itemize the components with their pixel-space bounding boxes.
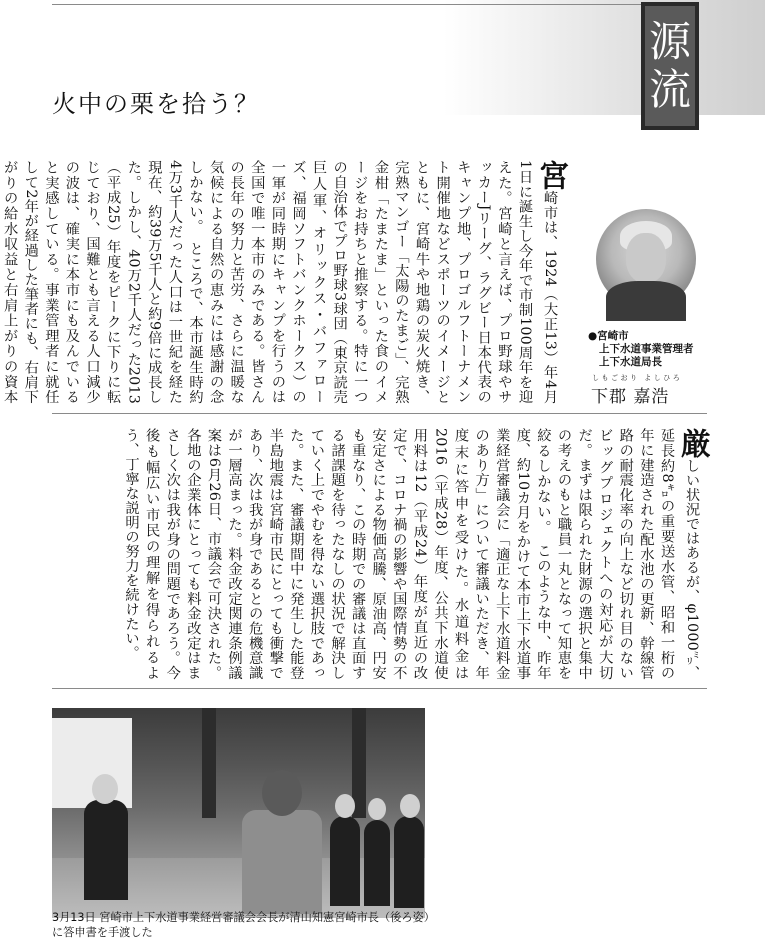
photo-caption: 3月13日 宮崎市上下水道事業経営審議会会長が清山知憲宮崎市長（後ろ姿）に答申書を手渡した	[52, 911, 430, 939]
author-name-ruby: しもごおり よしひろ	[592, 374, 683, 382]
article-body-part1	[2, 160, 568, 405]
author-portrait	[596, 209, 696, 309]
author-title-1: 上下水道事業管理者	[599, 343, 694, 355]
author-affiliation: ●宮崎市	[588, 330, 629, 342]
dropcap-2: 厳	[675, 428, 710, 459]
author-profile	[588, 330, 708, 407]
article-body-part2	[52, 428, 710, 680]
ceremony-photo	[52, 708, 425, 912]
article-text-2: しい状況ではあるが、φ1000㍉、延長約8㌔の重要送水管、昭和一桁の年に建造された配水池の更新、幹線管路の耐震化率の向上など切れ目のないビッグプロジェクトへの対応が大切だ。まずは限られた財源の選択と集中の考えのもと職員一丸となって知恵を絞るしかない。 このような中、昨年度、約10カ月をかけて本市上下水道事業経営審議会に「適正な上下水道料金のあり方」について審議いただき、年度末に答申を受けた。水道料金は2016（平成28）年度、公共下水道使用料は12（平成24）年度が直近の改定で、コロナ禍の影響や国際情勢の不安定さによる物価高騰、原油高、円安も重なり、この時期での審議は直面する諸課題を待ったなしの状況で解決していく上でやむを得ない選択肢であった。また、審議期間中に発生した能登半島地震は宮崎市民にとっても衝撃であり、次は我が身であるとの危機意識が一層高まった。料金改定関連条例議案は6月26日、市議会で可決された。各地の企業体にとっても料金改定はまさしく次は我が身の問題であろう。今後も幅広い市民の理解を得られるよう、丁寧な説明の努力を続けたい。	[123, 428, 700, 680]
logo-char-2: 流	[648, 65, 691, 114]
top-rule	[52, 4, 642, 5]
column-logo	[641, 2, 699, 130]
author-name: 下郡 嘉浩	[591, 387, 670, 407]
dropcap-1: 宮	[533, 160, 568, 191]
article-text-1: 崎市は、1924（大正13）年4月1日に誕生し今年で市制100周年を迎えた。宮崎と言えば、プロ野球やサッカーJリーグ、ラグビー日本代表のキャンプ地、プロゴルフトーナメント開催地などスポーツのイメージとともに、宮崎牛や地鶏の炭火焼き、完熟マンゴー「太陽のたまご」、完熟金柑「たまたま」といった食のイメージをお持ちと推察する。特に一つの自治体でプロ野球3球団（東京読売巨人軍、オリックス・バファローズ、福岡ソフトバンクホークス）の一軍が同時期にキャンプを行うのは全国で唯一本市のみである。皆さんの長年の努力と苦労、さらに温暖な気候による自然の恵みには感謝の念しかない。 ところで、本市誕生時約4万3千人だった人口は一世紀を経た現在、約39万5千人と約9倍に成長した。しかし、40万2千人だった2013（平成25）年度をピークに下りに転じており、国難とも言える人口減少の波は、確実に本市にも及んでいると実感している。事業管理者に就任して2年が経過した筆者にも、右肩下がりの給水収益と右肩上がりの資本	[2, 160, 558, 405]
section-divider-2	[52, 688, 707, 689]
headline: 火中の栗を拾う？	[52, 90, 260, 118]
article-body-part3	[434, 700, 707, 936]
logo-char-1: 源	[648, 17, 691, 66]
section-divider-1	[52, 413, 707, 414]
author-title-2: 上下水道局長	[599, 356, 662, 368]
